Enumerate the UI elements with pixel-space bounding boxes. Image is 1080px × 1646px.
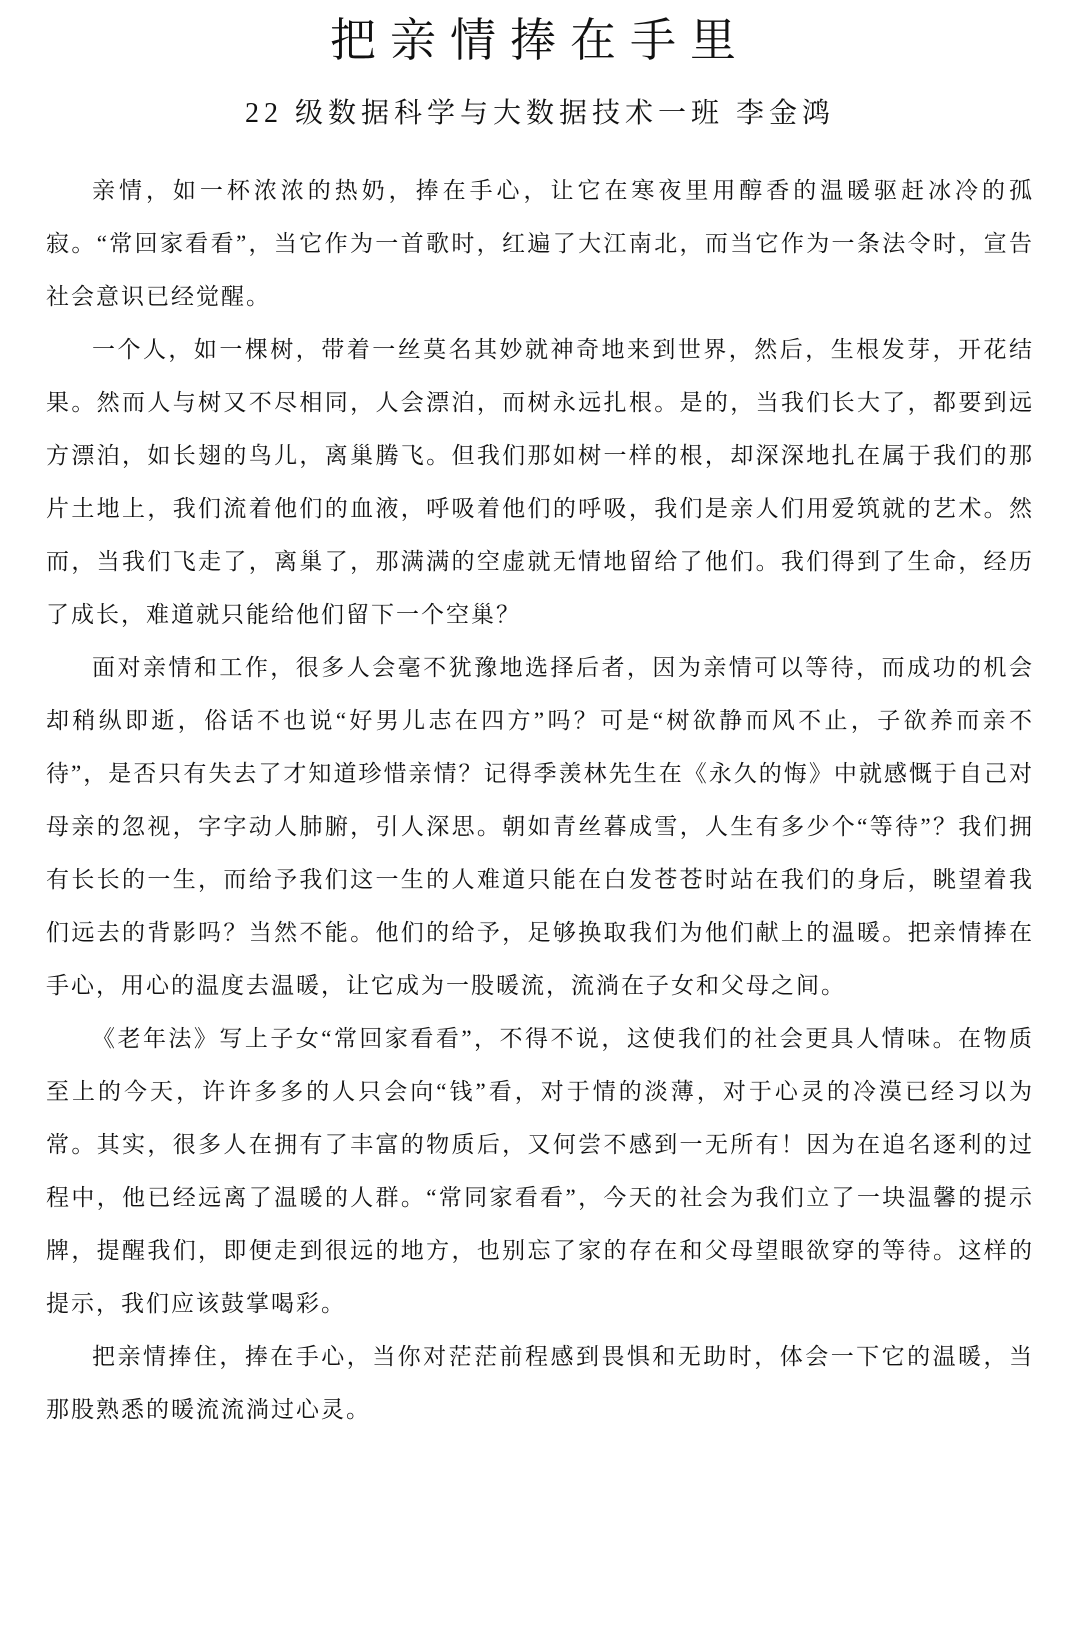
essay-paragraph: 把亲情捧住，捧在手心，当你对茫茫前程感到畏惧和无助时，体会一下它的温暖，当那股熟悉的暖流流淌过心灵。 [46, 1344, 1034, 1422]
essay-paragraph: 面对亲情和工作，很多人会毫不犹豫地选择后者，因为亲情可以等待，而成功的机会却稍纵即逝，俗话不也说“好男儿志在四方”吗？可是“树欲静而风不止，子欲养而亲不待”，是否只有失去了才知道珍惜亲情？记得季羡林先生在《永久的悔》中就感慨于自己对母亲的忽视，字字动人肺腑，引人深思。朝如青丝暮成雪，人生有多少个“等待”？我们拥有长长的一生，而给予我们这一生的人难道只能在白发苍苍时站在我们的身后，眺望着我们远去的背影吗？当然不能。他们的给予，足够换取我们为他们献上的温暖。把亲情捧在手心，用心的温度去温暖，让它成为一股暖流，流淌在子女和父母之间。 [46, 655, 1034, 998]
essay-title: 把亲情捧在手里 [330, 15, 750, 66]
essay-paragraph: 一个人，如一棵树，带着一丝莫名其妙就神奇地来到世界，然后，生根发芽，开花结果。然而人与树又不尽相同，人会漂泊，而树永远扎根。是的，当我们长大了，都要到远方漂泊，如长翅的鸟儿，离巢腾飞。但我们那如树一样的根，却深深地扎在属于我们的那片土地上，我们流着他们的血液，呼吸着他们的呼吸，我们是亲人们用爱筑就的艺术。然而，当我们飞走了，离巢了，那满满的空虚就无情地留给了他们。我们得到了生命，经历了成长，难道就只能给他们留下一个空巢？ [46, 337, 1034, 627]
essay-paragraph: 《老年法》写上子女“常回家看看”，不得不说，这使我们的社会更具人情味。在物质至上的今天，许许多多的人只会向“钱”看，对于情的淡薄，对于心灵的冷漠已经习以为常。其实，很多人在拥有了丰富的物质后，又何尝不感到一无所有！因为在追名逐利的过程中，他已经远离了温暖的人群。“常同家看看”，今天的社会为我们立了一块温馨的提示牌，提醒我们，即便走到很远的地方，也别忘了家的存在和父母望眼欲穿的等待。这样的提示，我们应该鼓掌喝彩。 [46, 1026, 1034, 1316]
essay-body [46, 164, 1034, 1436]
essay-byline: 22 级数据科学与大数据技术一班 李金鸿 [244, 98, 835, 129]
essay-paragraph: 亲情，如一杯浓浓的热奶，捧在手心，让它在寒夜里用醇香的温暖驱赶冰冷的孤寂。“常回家看看”，当它作为一首歌时，红遍了大江南北，而当它作为一条法令时，宣告社会意识已经觉醒。 [46, 178, 1034, 309]
